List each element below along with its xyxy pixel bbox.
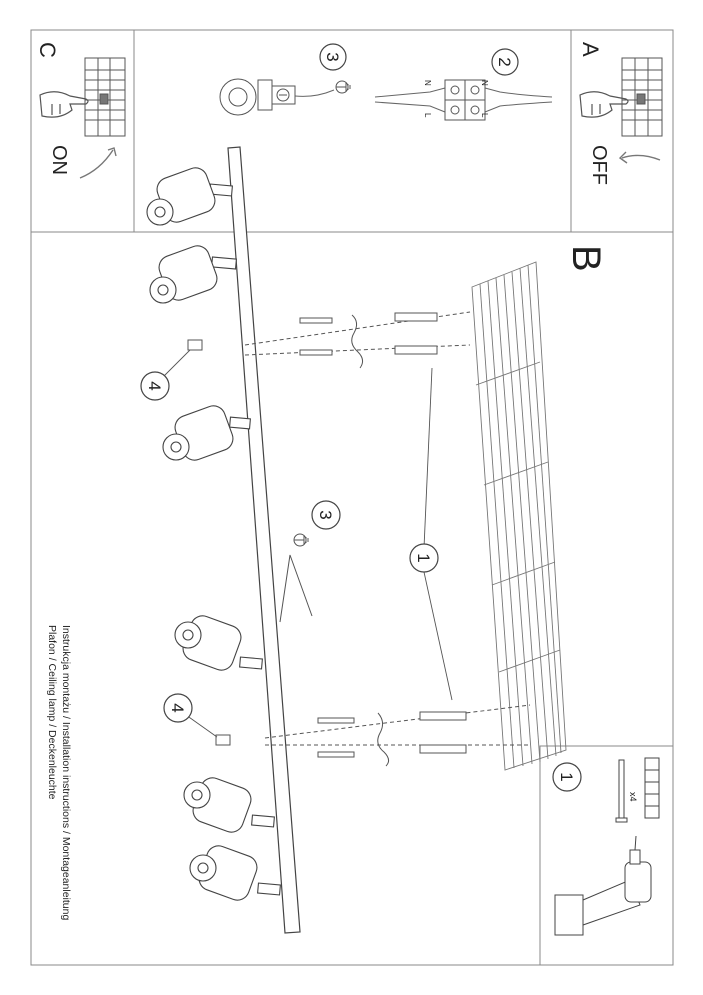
lamp-wire-top xyxy=(485,88,552,97)
panel-1-number: 1 xyxy=(557,772,576,782)
step-four-upper xyxy=(141,350,190,400)
hand-icon xyxy=(40,92,88,117)
step-three-top xyxy=(220,44,350,115)
drill-icon xyxy=(555,836,651,935)
panel-c-state: ON xyxy=(48,145,70,175)
panel-1 xyxy=(553,758,659,935)
breaker-switch-icon xyxy=(622,58,662,136)
step-three-middle xyxy=(294,501,340,546)
step-two-number: 2 xyxy=(495,57,514,67)
panel-c xyxy=(35,42,125,178)
earth-wire-middle xyxy=(280,555,312,622)
panel-c-letter: C xyxy=(35,42,60,58)
lamp-wire-bottom xyxy=(485,102,552,112)
earth-wire xyxy=(295,90,334,96)
breaker-switch-icon xyxy=(85,58,125,136)
spotlight xyxy=(163,402,250,463)
spotlight xyxy=(184,774,274,835)
terminal-l-left: L xyxy=(423,113,432,118)
spotlight xyxy=(147,164,232,225)
terminal-n-left: N xyxy=(423,80,432,86)
panel-b-letter: B xyxy=(564,245,608,272)
terminal-l-right: L xyxy=(480,113,489,118)
wall-plug-icon xyxy=(645,758,659,818)
step-two xyxy=(375,49,552,120)
parts-quantity: x4 xyxy=(628,792,638,802)
ground-symbol-icon xyxy=(336,81,350,93)
panel-a-letter: A xyxy=(578,42,603,57)
turn-arrow-icon xyxy=(80,150,113,178)
instructions-heading: Instrukcja montażu / Installation instructions / Montageanleitung xyxy=(60,625,72,921)
supply-wire-top xyxy=(375,88,445,97)
terminal-block-icon xyxy=(445,80,485,120)
step-four-upper-number: 4 xyxy=(145,381,164,391)
sheet-border xyxy=(31,30,673,965)
step-four-lower-number: 4 xyxy=(168,703,187,713)
ground-symbol-icon xyxy=(294,534,308,546)
step-one-number: 1 xyxy=(414,553,433,563)
spotlight xyxy=(175,612,262,673)
step-one-callout xyxy=(410,368,452,700)
instructions-subheading: Plafon / Ceiling lamp / Deckenleuchte xyxy=(46,625,58,800)
spotlight xyxy=(150,242,236,303)
supply-wire-bottom xyxy=(375,102,445,112)
panel-a xyxy=(578,42,662,185)
turn-arrow-icon xyxy=(622,155,660,160)
terminal-n-right: N xyxy=(480,80,489,86)
mounting-hardware-lower xyxy=(216,705,530,766)
step-three-middle-number: 3 xyxy=(316,510,335,520)
panel-a-state: OFF xyxy=(588,145,610,185)
mounting-hardware-upper xyxy=(188,312,470,368)
screw-icon xyxy=(616,760,627,822)
earth-terminal-icon xyxy=(220,79,295,115)
step-three-top-number: 3 xyxy=(323,52,342,62)
ceiling-panel xyxy=(472,262,566,770)
step-four-lower xyxy=(164,694,217,737)
spotlight xyxy=(190,842,280,903)
hand-icon xyxy=(580,92,628,117)
